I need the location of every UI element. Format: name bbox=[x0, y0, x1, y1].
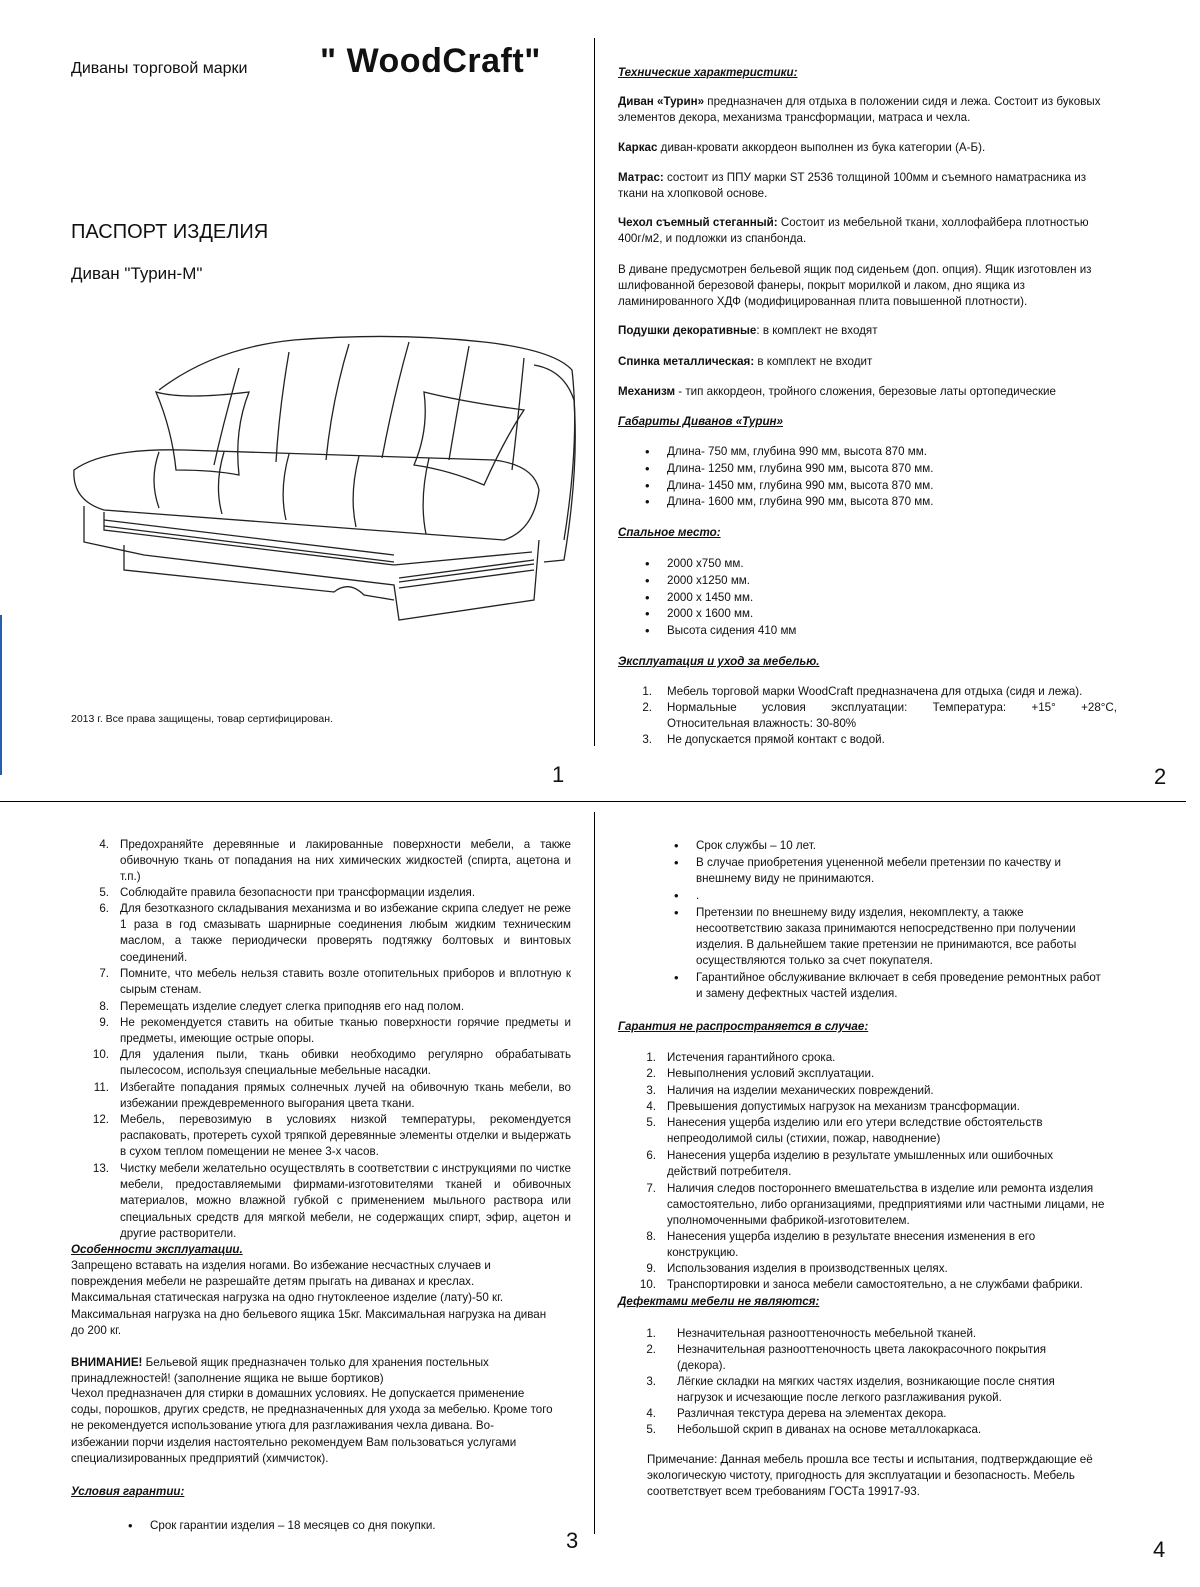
mechanism-paragraph bbox=[618, 384, 1116, 400]
chehol-label: Чехол съемный стеганный: bbox=[618, 216, 778, 229]
item-num: 6. bbox=[646, 1149, 656, 1162]
divan-paragraph bbox=[618, 94, 1116, 126]
item-text: Нанесения ущерба изделию или его утери вследствие обстоятельств непреодолимой силы (стихии, пожар, наводнение) bbox=[667, 1116, 1043, 1146]
item-num: 5. bbox=[646, 1423, 656, 1436]
care-num-1: 1. bbox=[642, 685, 652, 698]
item-num: 1. bbox=[646, 1051, 656, 1064]
item-text: Избегайте попадания прямых солнечных лучей на обивочную ткань мебели, во избежании преждевременного выгорания цвета ткани. bbox=[120, 1081, 571, 1111]
list-item: • Длина- 1250 мм, глубина 990 мм, высота 870 мм. bbox=[667, 461, 1097, 477]
back-paragraph bbox=[618, 354, 1116, 370]
item-num: 10. bbox=[639, 1278, 656, 1291]
chehol-paragraph bbox=[618, 215, 1116, 247]
item-num: 10. bbox=[92, 1048, 109, 1061]
matras-label: Матрас: bbox=[618, 171, 664, 184]
matras-text: состоит из ППУ марки ST 2536 толщиной 100мм и съемного наматрасника из ткани на хлопковой основе. bbox=[618, 171, 1087, 201]
item-text: Лёгкие складки на мягких частях изделия, возникающие после снятия нагрузок и исчезающие после легкого разглаживания рукой. bbox=[677, 1375, 1055, 1405]
karkas-label: Каркас bbox=[618, 141, 658, 154]
karkas-text: диван-кровати аккордеон выполнен из бука категории (А-Б). bbox=[657, 141, 986, 154]
exclusions-heading: Гарантия не распространяется в случае: bbox=[618, 1020, 869, 1033]
item-num: 13. bbox=[92, 1162, 109, 1175]
vertical-divider-top bbox=[594, 38, 595, 746]
back-text: в комплект не входит bbox=[754, 355, 873, 368]
item-text: Различная текстура дерева на элементах декора. bbox=[677, 1407, 947, 1420]
item-num: 8. bbox=[99, 1000, 109, 1013]
chehol-text: Состоит из мебельной ткани, холлофайбера плотностью 400г/м2, и подложки из спанбонда. bbox=[618, 216, 1089, 246]
product-name: Диван "Турин-М" bbox=[71, 264, 203, 283]
cover-paragraph: Чехол предназначен для стирки в домашних условиях. Не допускается применение соды, порошков, других средств, не предназначенных для ухода за мебелью. Кроме того не рекомендуется использование утюга для разглаживания чехла дивана. Во- избежании порчи изделия настоятельно рекомендуем Вам пользоваться услугами специализированных предприятий (химчисток). bbox=[71, 1387, 553, 1465]
item-num: 4. bbox=[646, 1407, 656, 1420]
list-item: • Высота сидения 410 мм bbox=[667, 623, 1097, 639]
page-number-1: 1 bbox=[552, 762, 565, 787]
list-item: • 2000 х750 мм. bbox=[667, 556, 1097, 572]
item-num: 5. bbox=[646, 1116, 656, 1129]
item-text: Помните, что мебель нельзя ставить возле отопительных приборов и вплотную к сырым стенам. bbox=[120, 967, 571, 997]
item-num: 1. bbox=[646, 1327, 656, 1340]
page-number-3: 3 bbox=[566, 1528, 579, 1553]
care-num-2: 2. bbox=[642, 701, 652, 714]
item-text: Не рекомендуется ставить на обитые тканью поверхности горячие предметы и предметы, имеющие острые опоры. bbox=[120, 1016, 571, 1046]
item-text: Чистку мебели желательно осуществлять в соответствии с инструкциями по чистке мебели, предоставляемыми фирмами-изготовителями тканей и обивочных материалов, можно влажной губкой с применением мыльного раствора или специальных средств для мягкой мебели, не содержащих спирт, эфир, ацетон и другие растворители. bbox=[120, 1162, 571, 1240]
pillows-text: : в комплект не входят bbox=[756, 324, 878, 337]
pillows-label: Подушки декоративные bbox=[618, 324, 757, 337]
pillows-paragraph bbox=[618, 323, 1116, 339]
item-text: Предохраняйте деревянные и лакированные поверхности мебели, а также обивочную ткань от попадания на них химических жидкостей (спирта, ацетона и т.п.) bbox=[120, 838, 571, 884]
list-item: • Срок гарантии изделия – 18 месяцев со дня покупки. bbox=[150, 1518, 550, 1534]
list-item: • Длина- 1600 мм, глубина 990 мм, высота 870 мм. bbox=[667, 494, 1097, 510]
list-item: • . bbox=[696, 888, 1106, 904]
item-num: 7. bbox=[646, 1182, 656, 1195]
item-text: Нанесения ущерба изделию в результате умышленных или ошибочных действий потребителя. bbox=[667, 1149, 1054, 1179]
care-item-3: Не допускается прямой контакт с водой. bbox=[667, 733, 885, 746]
left-edge-mark bbox=[0, 615, 2, 775]
tech-heading: Технические характеристики: bbox=[618, 66, 798, 79]
care-item-1: Мебель торговой марки WoodCraft предназначена для отдыха (сидя и лежа). bbox=[667, 685, 1083, 698]
item-text: Истечения гарантийного срока. bbox=[667, 1051, 836, 1064]
service-list bbox=[696, 838, 1106, 1002]
item-num: 8. bbox=[646, 1230, 656, 1243]
divan-label: Диван «Турин» bbox=[618, 95, 705, 108]
divan-text: предназначен для отдыха в положении сидя и лежа. Состоит из буковых элементов декора, механизма трансформации, матраса и чехла. bbox=[618, 95, 1101, 125]
list-item: • В случае приобретения уцененной мебели претензии по качеству и внешнему виду не принимаются. bbox=[696, 855, 1106, 887]
item-text: Небольшой скрип в диванах на основе металлокаркаса. bbox=[677, 1423, 982, 1436]
list-item: • Гарантийное обслуживание включает в себя проведение ремонтных работ и замену дефектных частей изделия. bbox=[696, 970, 1106, 1002]
item-text: Перемещать изделие следует слегка приподняв его над полом. bbox=[120, 1000, 465, 1013]
dims-heading: Габариты Диванов «Турин» bbox=[618, 415, 783, 428]
features-text: Запрещено вставать на изделия ногами. Во избежание несчастных случаев и повреждения мебели не разрешайте детям прыгать на диванах и креслах. Максимальная статическая нагрузка на одно гнутоклееное изделие (лату)-50 кг. Максимальная нагрузка на дно бельевого ящика 15кг. Максимальная нагрузка на диван до 200 кг. bbox=[71, 1259, 547, 1337]
item-num: 6. bbox=[99, 902, 109, 915]
item-num: 4. bbox=[646, 1100, 656, 1113]
care-num-3: 3. bbox=[642, 733, 652, 746]
defects-heading: Дефектами мебели не являются: bbox=[618, 1295, 820, 1308]
features-heading: Особенности эксплуатации. bbox=[71, 1243, 243, 1256]
sleep-heading: Спальное место: bbox=[618, 526, 721, 539]
item-text: Соблюдайте правила безопасности при трансформации изделия. bbox=[120, 886, 476, 899]
page-number-4: 4 bbox=[1153, 1537, 1166, 1562]
copyright-note: 2013 г. Все права защищены, товар сертифицирован. bbox=[71, 713, 333, 725]
item-num: 2. bbox=[646, 1343, 656, 1356]
sleep-list bbox=[667, 556, 1097, 639]
care-heading: Эксплуатация и уход за мебелью. bbox=[618, 655, 820, 668]
item-num: 11. bbox=[93, 1081, 109, 1094]
item-text: Незначительная разнооттеночность цвета лакокрасочного покрытия (декора). bbox=[677, 1343, 1047, 1373]
warranty-list bbox=[150, 1518, 550, 1534]
item-text: Транспортировки и заноса мебели самостоятельно, а не службами фабрики. bbox=[667, 1278, 1083, 1291]
item-text: Использования изделия в производственных целях. bbox=[667, 1262, 948, 1275]
list-item: • Длина- 1450 мм, глубина 990 мм, высота 870 мм. bbox=[667, 478, 1097, 494]
item-text: Нанесения ущерба изделию в результате внесения изменения в его конструкцию. bbox=[667, 1230, 1036, 1260]
list-item: • 2000 х 1600 мм. bbox=[667, 606, 1097, 622]
sofa-illustration bbox=[64, 330, 584, 635]
list-item: • 2000 х 1450 мм. bbox=[667, 590, 1097, 606]
list-item: • 2000 х1250 мм. bbox=[667, 573, 1097, 589]
dims-list bbox=[667, 444, 1097, 511]
care-item-2b: Относительная влажность: 30-80% bbox=[667, 717, 857, 730]
item-text: Мебель, перевозимую в условиях низкой температуры, рекомендуется распаковать, протереть сухой тряпкой деревянные элементы отделки и выдержать в сухом теплом помещении не менее 3-х часов. bbox=[120, 1113, 571, 1159]
item-text: Наличия следов постороннего вмешательства в изделие или ремонта изделия самостоятельно, либо организациями, предприятиями или частными лицами, не уполномоченными фабрикой-изготовителем. bbox=[667, 1182, 1105, 1228]
warranty-heading: Условия гарантии: bbox=[71, 1485, 185, 1498]
brand-logo: " WoodCraft" bbox=[320, 42, 541, 80]
attention-text: Бельевой ящик предназначен только для хранения постельных принадлежностей! (заполнение ящика не выше бортиков) bbox=[71, 1356, 489, 1386]
matras-paragraph bbox=[618, 170, 1116, 202]
item-num: 4. bbox=[99, 838, 109, 851]
item-num: 2. bbox=[646, 1067, 656, 1080]
item-text: Для безотказного складывания механизма и во избежание скрипа следует не реже 1 раза в год смазывать шарнирные соединения любым жидким техническим маслом, а также периодически проверять подтяжку болтовых и винтовых соединений. bbox=[120, 902, 571, 964]
item-num: 3. bbox=[646, 1084, 656, 1097]
item-num: 3. bbox=[646, 1375, 656, 1388]
item-text: Невыполнения условий эксплуатации. bbox=[667, 1067, 875, 1080]
item-text: Наличия на изделии механических повреждений. bbox=[667, 1084, 934, 1097]
brand-prefix: Диваны торговой марки bbox=[71, 60, 248, 77]
mechanism-text: - тип аккордеон, тройного сложения, березовые латы ортопедические bbox=[675, 385, 1056, 398]
item-num: 9. bbox=[99, 1016, 109, 1029]
vertical-divider-bottom bbox=[594, 812, 595, 1534]
attention-paragraph bbox=[71, 1355, 531, 1387]
item-num: 7. bbox=[99, 967, 109, 980]
note-paragraph: Примечание: Данная мебель прошла все тесты и испытания, подтверждающие её экологическую чистоту, пригодность для эксплуатации и безопасность. Мебель соответствует всем требованиям ГОСТа 19917-93. bbox=[647, 1453, 1093, 1499]
page-title: ПАСПОРТ ИЗДЕЛИЯ bbox=[71, 221, 269, 243]
list-item: • Длина- 750 мм, глубина 990 мм, высота 870 мм. bbox=[667, 444, 1097, 460]
list-item: • Срок службы – 10 лет. bbox=[696, 838, 1106, 854]
item-num: 9. bbox=[646, 1262, 656, 1275]
karkas-paragraph bbox=[618, 140, 1116, 156]
care-item-2a: Нормальные условия эксплуатации: Температура: +15° +28°С, bbox=[667, 701, 1117, 714]
horizontal-divider bbox=[0, 801, 1186, 802]
item-text: Для удаления пыли, ткань обивки необходимо регулярно обрабатывать пылесосом, используя специальные мебельные насадки. bbox=[120, 1048, 571, 1078]
item-num: 5. bbox=[99, 886, 109, 899]
item-text: Превышения допустимых нагрузок на механизм трансформации. bbox=[667, 1100, 1020, 1113]
item-num: 12. bbox=[92, 1113, 109, 1126]
box-paragraph: В диване предусмотрен бельевой ящик под сиденьем (доп. опция). Ящик изготовлен из шлифованной березовой фанеры, покрыт морилкой и лаком, дно ящика из ламинированного ХДФ (модифицированная плита повышенной плотности). bbox=[618, 263, 1092, 309]
back-label: Спинка металлическая: bbox=[618, 355, 755, 368]
list-item: • Претензии по внешнему виду изделия, некомплекту, а также несоответствию заказа принимаются непосредственно при получении изделия. В дальнейшем такие претензии не принимаются, все работы осуществляются только за счет покупателя. bbox=[696, 905, 1106, 970]
page-number-2: 2 bbox=[1154, 764, 1167, 789]
attention-label: ВНИМАНИЕ! bbox=[71, 1356, 143, 1369]
mechanism-label: Механизм bbox=[618, 385, 676, 398]
item-text: Незначительная разнооттеночность мебельной тканей. bbox=[677, 1327, 977, 1340]
